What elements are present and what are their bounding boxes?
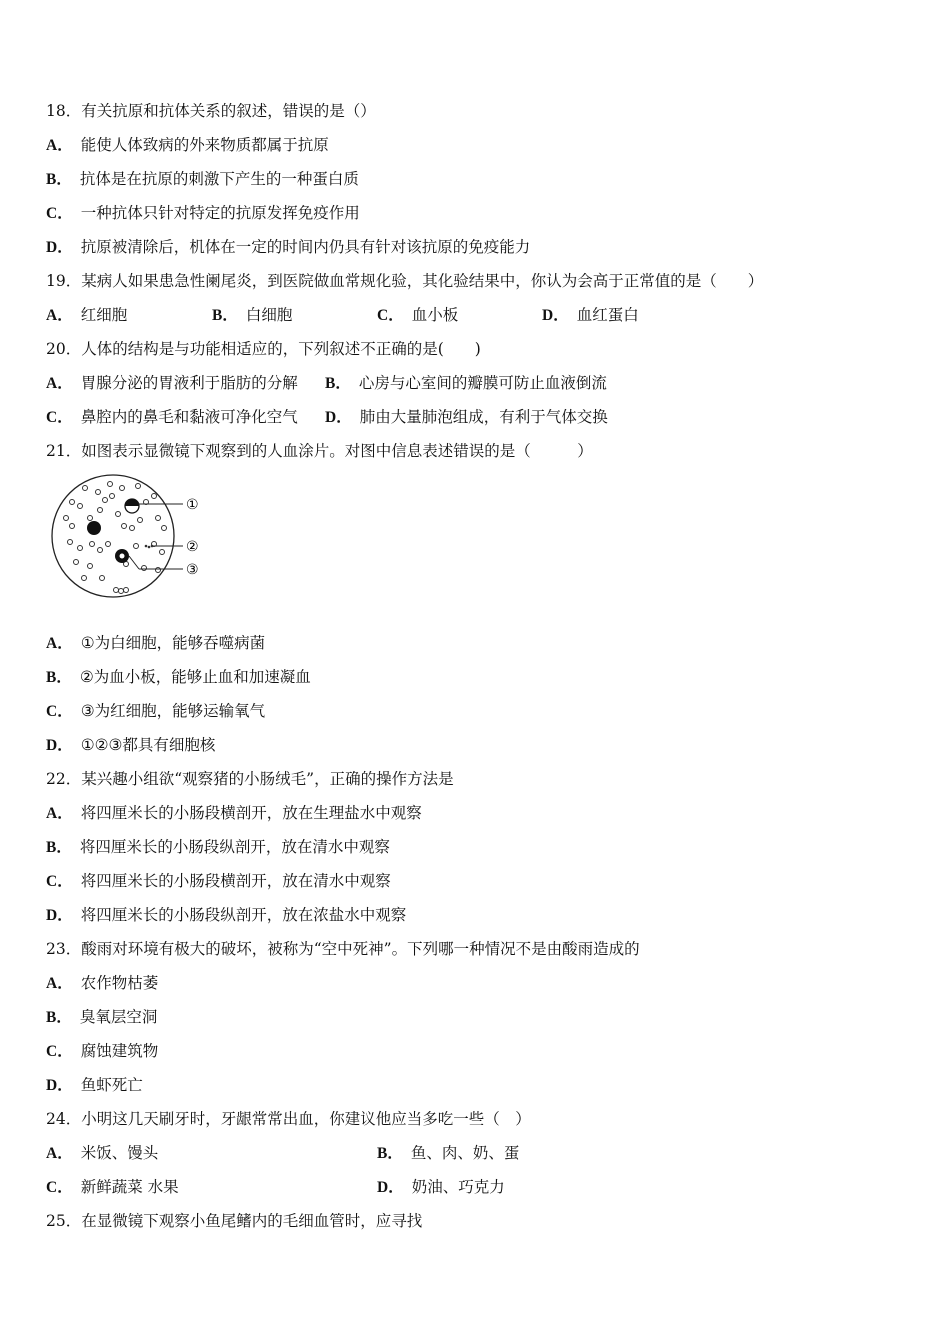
leader-lines [129, 504, 183, 569]
q19-option-d: D． 血红蛋白 [542, 306, 639, 324]
q21-option-d: D． ①②③都具有细胞核 [46, 736, 216, 754]
q23-option-b: B． 臭氧层空洞 [46, 1008, 158, 1026]
q19-option-b: B． 白细胞 [212, 306, 293, 324]
question-21-stem: 21．如图表示显微镜下观察到的人血涂片。对图中信息表述错误的是（ ） [46, 442, 593, 460]
q22-option-c: C． 将四厘米长的小肠段横剖开，放在清水中观察 [46, 872, 391, 890]
q18-option-d: D． 抗原被清除后，机体在一定的时间内仍具有针对该抗原的免疫能力 [46, 238, 531, 256]
figure-label-2: ② [186, 539, 199, 555]
figure-label-1: ① [186, 497, 199, 513]
q21-option-a: A． ①为白细胞，能够吞噬病菌 [46, 634, 266, 652]
q21-option-c: C． ③为红细胞，能够运输氧气 [46, 702, 266, 720]
q20-option-a: A． 胃腺分泌的胃液利于脂肪的分解 [46, 374, 298, 392]
figure-label-3: ③ [186, 562, 199, 578]
q20-option-b: B． 心房与心室间的瓣膜可防止血液倒流 [325, 374, 607, 392]
q23-option-a: A． 农作物枯萎 [46, 974, 159, 992]
q21-option-b: B． ②为血小板，能够止血和加速凝血 [46, 668, 311, 686]
blood-smear-figure [50, 474, 220, 604]
q24-option-c: C． 新鲜蔬菜 水果 [46, 1178, 179, 1196]
q23-option-c: C． 腐蚀建筑物 [46, 1042, 159, 1060]
q20-option-c: C． 鼻腔内的鼻毛和黏液可净化空气 [46, 408, 298, 426]
white-blood-cells [87, 499, 139, 563]
q22-option-d: D． 将四厘米长的小肠段纵剖开，放在浓盐水中观察 [46, 906, 407, 924]
q18-option-b: B． 抗体是在抗原的刺激下产生的一种蛋白质 [46, 170, 359, 188]
question-25-stem: 25．在显微镜下观察小鱼尾鳍内的毛细血管时，应寻找 [46, 1212, 423, 1230]
platelets [145, 545, 154, 549]
question-19-stem: 19．某病人如果患急性阑尾炎，到医院做血常规化验，其化验结果中，你认为会高于正常值的是（ ） [46, 272, 764, 290]
q24-option-b: B． 鱼、肉、奶、蛋 [377, 1144, 520, 1162]
q18-option-a: A． 能使人体致病的外来物质都属于抗原 [46, 136, 329, 154]
q23-option-d: D． 鱼虾死亡 [46, 1076, 143, 1094]
question-23-stem: 23．酸雨对环境有极大的破坏，被称为“空中死神”。下列哪一种情况不是由酸雨造成的 [46, 940, 640, 958]
q24-option-d: D． 奶油、巧克力 [377, 1178, 505, 1196]
question-20-stem: 20．人体的结构是与功能相适应的，下列叙述不正确的是( ) [46, 340, 481, 358]
q18-option-c: C． 一种抗体只针对特定的抗原发挥免疫作用 [46, 204, 360, 222]
red-blood-cells [64, 482, 167, 594]
question-22-stem: 22．某兴趣小组欲“观察猪的小肠绒毛”，正确的操作方法是 [46, 770, 454, 788]
q24-option-a: A． 米饭、馒头 [46, 1144, 159, 1162]
q22-option-b: B． 将四厘米长的小肠段纵剖开，放在清水中观察 [46, 838, 390, 856]
question-18-stem: 18．有关抗原和抗体关系的叙述，错误的是（） [46, 102, 376, 120]
question-24-stem: 24．小明这几天刷牙时，牙龈常常出血，你建议他应当多吃一些（ ） [46, 1110, 531, 1128]
q22-option-a: A． 将四厘米长的小肠段横剖开，放在生理盐水中观察 [46, 804, 422, 822]
q19-option-c: C． 血小板 [377, 306, 459, 324]
q19-option-a: A． 红细胞 [46, 306, 128, 324]
q20-option-d: D． 肺由大量肺泡组成，有利于气体交换 [325, 408, 608, 426]
